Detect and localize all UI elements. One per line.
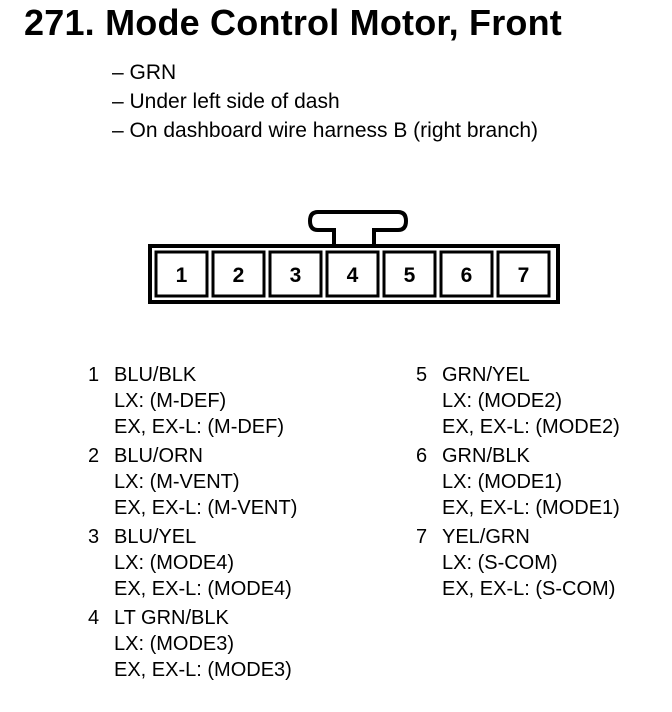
pin-number: 3 — [88, 526, 100, 548]
note-color: – GRN — [112, 61, 177, 84]
cavity-number: 7 — [517, 264, 530, 287]
pin-entry-3 — [88, 524, 297, 602]
pin-wire-color: BLU/YEL — [114, 526, 197, 548]
connector-cavities — [156, 252, 549, 296]
note-harness: – On dashboard wire harness B (right branch) — [112, 119, 539, 142]
pin-number: 1 — [88, 364, 100, 386]
pin-lx-function: LX: (M-DEF) — [114, 390, 227, 412]
pin-ex-function: EX, EX-L: (S-COM) — [442, 578, 616, 600]
pin-entry-6 — [416, 443, 620, 521]
cavity-number: 4 — [346, 264, 359, 287]
pin-number: 6 — [416, 445, 428, 467]
page-title: 271. Mode Control Motor, Front — [24, 2, 562, 43]
pin-entry-7 — [416, 524, 620, 602]
pin-number: 4 — [88, 607, 100, 629]
pin-lx-function: LX: (MODE1) — [442, 471, 563, 493]
pin-entry-1 — [88, 362, 297, 440]
pin-entry-5 — [416, 362, 620, 440]
pin-lx-function: LX: (MODE4) — [114, 552, 235, 574]
pin-ex-function: EX, EX-L: (MODE3) — [114, 659, 292, 681]
pin-wire-color: LT GRN/BLK — [114, 607, 229, 629]
pin-ex-function: EX, EX-L: (MODE2) — [442, 416, 620, 438]
pin-lx-function: LX: (MODE2) — [442, 390, 563, 412]
pin-entry-4 — [88, 605, 297, 683]
cavity-number: 6 — [460, 264, 473, 287]
pin-entry-2 — [88, 443, 297, 521]
pin-number: 2 — [88, 445, 100, 467]
pin-ex-function: EX, EX-L: (M-VENT) — [114, 497, 298, 519]
pin-wire-color: BLU/ORN — [114, 445, 203, 467]
cavity-number: 2 — [232, 264, 245, 287]
note-location: – Under left side of dash — [112, 90, 340, 113]
pin-list-right — [416, 362, 620, 605]
pin-ex-function: EX, EX-L: (MODE4) — [114, 578, 292, 600]
pin-number: 7 — [416, 526, 428, 548]
connector-lock-tab — [310, 212, 406, 246]
pin-wire-color: GRN/YEL — [442, 364, 530, 386]
pin-list-left — [88, 362, 297, 686]
pin-number: 5 — [416, 364, 428, 386]
pin-lx-function: LX: (M-VENT) — [114, 471, 240, 493]
pin-lx-function: LX: (MODE3) — [114, 633, 235, 655]
pin-wire-color: YEL/GRN — [442, 526, 530, 548]
cavity-number: 1 — [175, 264, 188, 287]
pin-ex-function: EX, EX-L: (MODE1) — [442, 497, 620, 519]
pin-lx-function: LX: (S-COM) — [442, 552, 558, 574]
cavity-number: 3 — [289, 264, 302, 287]
pin-wire-color: BLU/BLK — [114, 364, 197, 386]
pin-ex-function: EX, EX-L: (M-DEF) — [114, 416, 285, 438]
cavity-number: 5 — [403, 264, 416, 287]
pin-wire-color: GRN/BLK — [442, 445, 530, 467]
